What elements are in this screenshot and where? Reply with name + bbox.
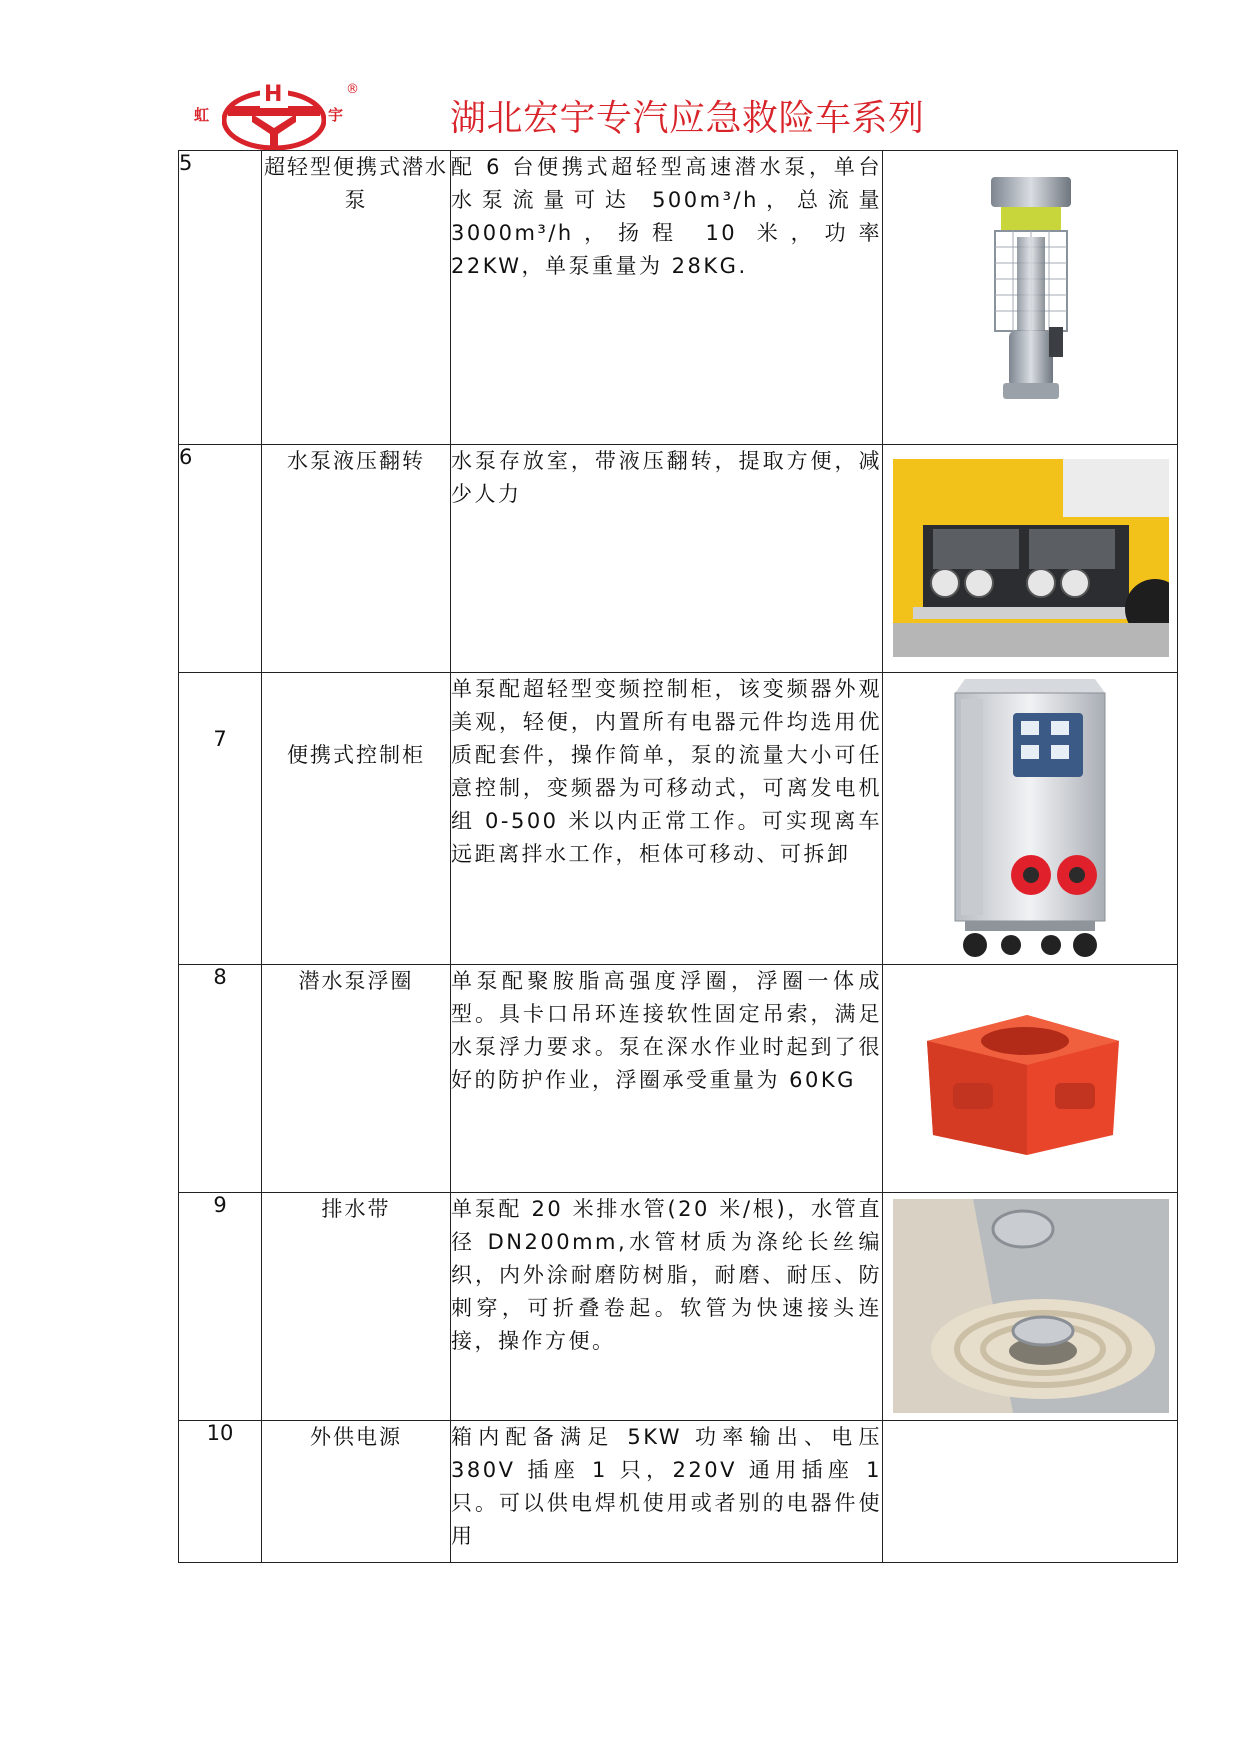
item-image-cell (883, 673, 1178, 965)
submersible-pump-photo (983, 177, 1079, 413)
item-name: 外供电源 (262, 1421, 451, 1563)
item-image-cell (883, 1193, 1178, 1421)
item-image-cell (883, 445, 1178, 673)
registered-mark: ® (346, 82, 359, 97)
item-image-cell (883, 151, 1178, 445)
logo-right-char: 宇 (328, 106, 344, 124)
item-name: 潜水泵浮圈 (262, 965, 451, 1193)
item-name: 水泵液压翻转 (262, 445, 451, 673)
control-cabinet-photo (951, 679, 1109, 959)
logo-left-char: 虹 (194, 106, 210, 124)
table-row (179, 673, 1178, 965)
item-description: 单泵配聚胺脂高强度浮圈，浮圈一体成型。具卡口吊环连接软性固定吊索，满足水泵浮力要求。泵在深水作业时起到了很好的防护作业，浮圈承受重量为 60KG (451, 965, 883, 1193)
item-description: 水泵存放室，带液压翻转，提取方便，减少人力 (451, 445, 883, 673)
table-row (179, 151, 1178, 445)
item-description: 箱内配备满足 5KW 功率输出、电压 380V 插座 1 只，220V 通用插座 1 只。可以供电焊机使用或者别的电器件使用 (451, 1421, 883, 1563)
row-number: 10 (179, 1421, 262, 1563)
logo-center-char: H (264, 82, 283, 107)
row-number: 7 (179, 673, 262, 965)
page-title: 湖北宏宇专汽应急救险车系列 (450, 98, 925, 139)
item-name: 便携式控制柜 (262, 673, 451, 965)
table-row (179, 965, 1178, 1193)
item-description: 配 6 台便携式超轻型高速潜水泵，单台水泵流量可达 500m³/h，总流量 3000m³/h，扬程 10 米，功率 22KW，单泵重量为 28KG. (451, 151, 883, 445)
row-number: 8 (179, 965, 262, 1193)
table-row (179, 445, 1178, 673)
item-description: 单泵配超轻型变频控制柜，该变频器外观美观，轻便，内置所有电器元件均选用优质配套件，操作简单，泵的流量大小可任意控制，变频器为可移动式，可离发电机组 0-500 米以内正常工作。可实现离车远距离拌水工作，柜体可移动、可拆卸 (451, 673, 883, 965)
company-logo (194, 82, 359, 158)
row-number: 6 (179, 445, 262, 673)
drainage-hose-photo (893, 1199, 1169, 1413)
page-header (178, 76, 1078, 156)
pump-storage-hydraulic-flip-photo (893, 459, 1169, 657)
item-image-cell (883, 1421, 1178, 1563)
table-row (179, 1193, 1178, 1421)
item-name: 排水带 (262, 1193, 451, 1421)
table-row (179, 1421, 1178, 1563)
item-name: 超轻型便携式潜水泵 (262, 151, 451, 445)
row-number: 9 (179, 1193, 262, 1421)
item-description: 单泵配 20 米排水管(20 米/根)，水管直径 DN200mm,水管材质为涤纶长丝编织，内外涂耐磨防树脂，耐磨、耐压、防刺穿，可折叠卷起。软管为快速接头连接，操作方便。 (451, 1193, 883, 1421)
row-number: 5 (179, 151, 262, 445)
float-ring-photo (917, 1005, 1129, 1161)
item-image-cell (883, 965, 1178, 1193)
equipment-table (178, 150, 1178, 1563)
